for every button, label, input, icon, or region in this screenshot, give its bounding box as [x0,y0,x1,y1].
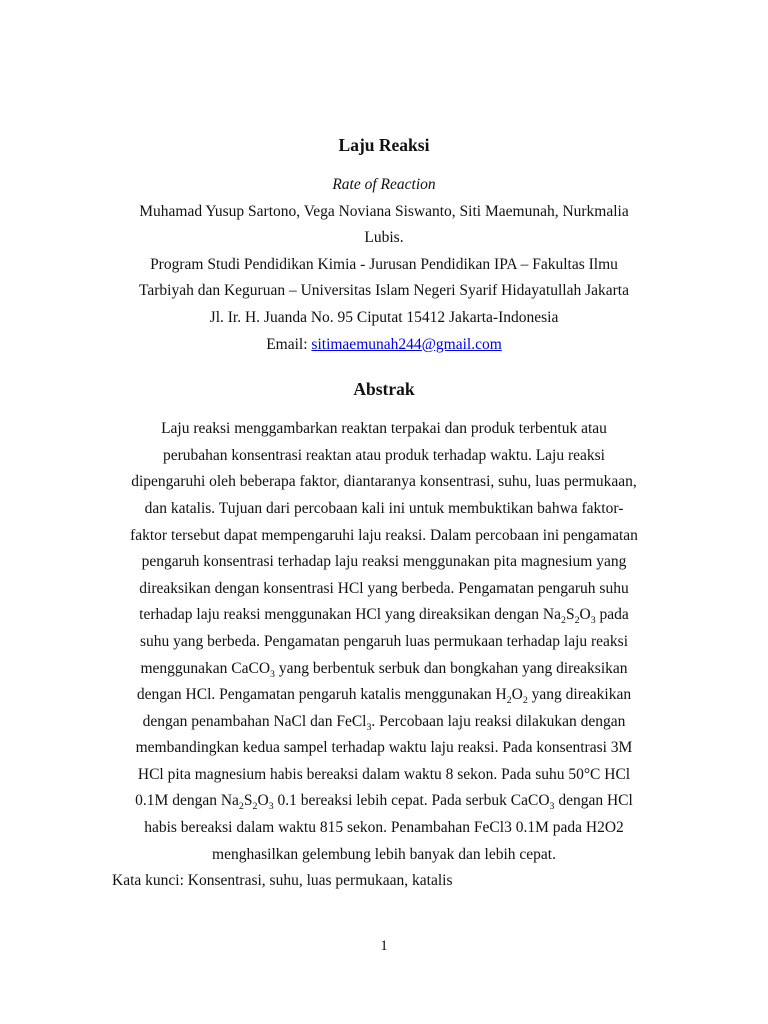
text-line: Jl. Ir. H. Juanda No. 95 Ciputat 15412 Jakarta-Indonesia [209,308,559,326]
text-line: membandingkan kedua sampel terhadap waktu laju reaksi. Pada konsentrasi 3M [135,739,633,757]
text-line: dengan penambahan NaCl dan FeCl$_3$. Percobaan laju reaksi dilakukan dengan [142,712,626,733]
text-line: habis bereaksi dalam waktu 815 sekon. Penambahan FeCl3 0.1M pada H2O2 [144,819,624,837]
document-content [101,0,667,895]
email-link[interactable]: sitimaemunah244@gmail.com [311,335,502,353]
text-line: menghasilkan gelembung lebih banyak dan lebih cepat. [212,845,556,863]
email-label: Email: [266,335,312,353]
text-line: suhu yang berbeda. Pengamatan pengaruh luas permukaan terhadap laju reaksi [139,632,629,650]
paper-title: Laju Reaksi [338,135,430,155]
text-line: HCl pita magnesium habis bereaksi dalam waktu 8 sekon. Pada suhu 50°C HCl [137,765,631,783]
text-line: pengaruh konsentrasi terhadap laju reaksi menggunakan pita magnesium yang [141,553,627,571]
text-line: dan katalis. Tujuan dari percobaan kali ini untuk membuktikan bahwa faktor- [144,499,624,517]
text-line: perubahan konsentrasi reaktan atau produk terhadap waktu. Laju reaksi [162,446,605,464]
affiliation-block [101,252,667,332]
text-line: Laju reaksi menggambarkan reaktan terpakai dan produk terbentuk atau [161,420,607,438]
text-line: faktor tersebut dapat mempengaruhi laju reaksi. Dalam percobaan ini pengamatan [130,526,638,544]
abstract-paragraph [101,416,667,868]
abstract-heading: Abstrak [353,379,415,400]
text-line: Muhamad Yusup Sartono, Vega Noviana Siswanto, Siti Maemunah, Nurkmalia [139,202,629,220]
text-line: Program Studi Pendidikan Kimia - Jurusan Pendidikan IPA – Fakultas Ilmu [150,255,618,273]
text-line: Lubis. [364,229,404,247]
authors-block [101,199,667,252]
paper-subtitle: Rate of Reaction [332,176,436,193]
text-line: 0.1M dengan $Na_2S_2O_3$ 0.1 bereaksi lebih cepat. Pada serbuk CaCO$_3$ dengan HCl [135,792,633,813]
text-line: direaksikan dengan konsentrasi HCl yang berbeda. Pengamatan pengaruh suhu [139,579,629,597]
text-line: dengan HCl. Pengamatan pengaruh katalis menggunakan $H_2O_2$ yang direakikan [136,686,632,707]
email-line [101,332,667,359]
text-line: dipengaruhi oleh beberapa faktor, diantaranya konsentrasi, suhu, luas permukaan, [131,473,637,491]
text-line: Tarbiyah dan Keguruan – Universitas Islam Negeri Syarif Hidayatullah Jakarta [138,282,629,300]
text-line: menggunakan CaCO$_3$ yang berbentuk serbuk dan bongkahan yang direaksikan [140,659,628,680]
keywords-line: Kata kunci: Konsentrasi, suhu, luas permukaan, katalis [112,872,453,890]
page-number: 1 [380,938,388,954]
text-line: terhadap laju reaksi menggunakan HCl yang direaksikan dengan $Na_2S_2O_3$ pada [139,606,629,627]
